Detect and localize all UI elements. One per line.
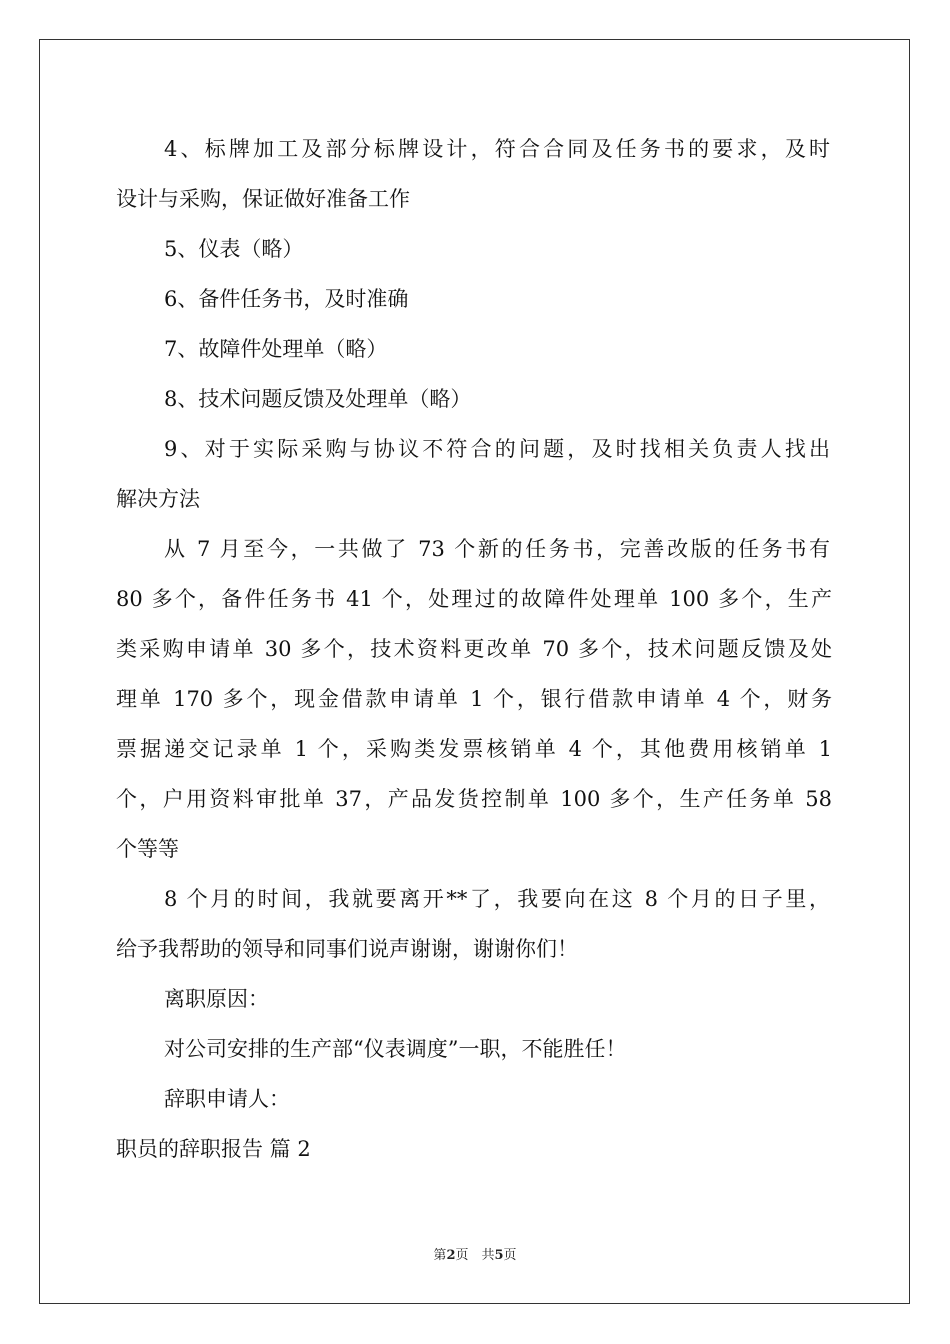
paragraph-line: 个等等 [116,837,179,861]
page-mid: 页 共 [455,1248,495,1263]
paragraph-line: 从 7 月至今，一共做了 73 个新的任务书，完善改版的任务书有 [164,537,830,561]
paragraph-line: 个，户用资料审批单 37，产品发货控制单 100 多个，生产任务单 58 [116,787,832,811]
paragraph-line: 离职原因： [164,987,269,1011]
page-suffix: 页 [503,1248,517,1263]
paragraph-line: 7、故障件处理单（略） [164,337,388,361]
current-page-number: 2 [446,1248,456,1263]
paragraph-line: 辞职申请人： [164,1087,290,1111]
paragraph-line: 4、标牌加工及部分标牌设计，符合合同及任务书的要求，及时 [164,137,830,161]
paragraph-line: 给予我帮助的领导和同事们说声谢谢，谢谢你们！ [116,937,578,961]
paragraph-line: 80 多个，备件任务书 41 个，处理过的故障件处理单 100 多个，生产 [116,587,832,611]
paragraph-line: 解决方法 [116,487,200,511]
paragraph-line: 8、技术问题反馈及处理单（略） [164,387,472,411]
paragraph-line: 5、仪表（略） [164,237,304,261]
paragraph-line: 理单 170 多个，现金借款申请单 1 个，银行借款申请单 4 个，财务 [116,687,832,711]
section-heading: 职员的辞职报告 篇 2 [116,1137,311,1161]
paragraph-line: 设计与采购，保证做好准备工作 [116,187,410,211]
total-page-number: 5 [494,1248,504,1263]
page-prefix: 第 [433,1248,447,1263]
paragraph-line: 6、备件任务书，及时准确 [164,287,409,311]
paragraph-line: 9、对于实际采购与协议不符合的问题，及时找相关负责人找出 [164,437,830,461]
paragraph-line: 对公司安排的生产部“仪表调度”一职，不能胜任！ [164,1037,627,1061]
paragraph-line: 8 个月的时间，我就要离开**了，我要向在这 8 个月的日子里， [164,887,830,911]
paragraph-line: 类采购申请单 30 多个，技术资料更改单 70 多个，技术问题反馈及处 [116,637,832,661]
page-border [39,39,910,1304]
page-footer [0,1244,950,1263]
paragraph-line: 票据递交记录单 1 个，采购类发票核销单 4 个，其他费用核销单 1 [116,737,832,761]
